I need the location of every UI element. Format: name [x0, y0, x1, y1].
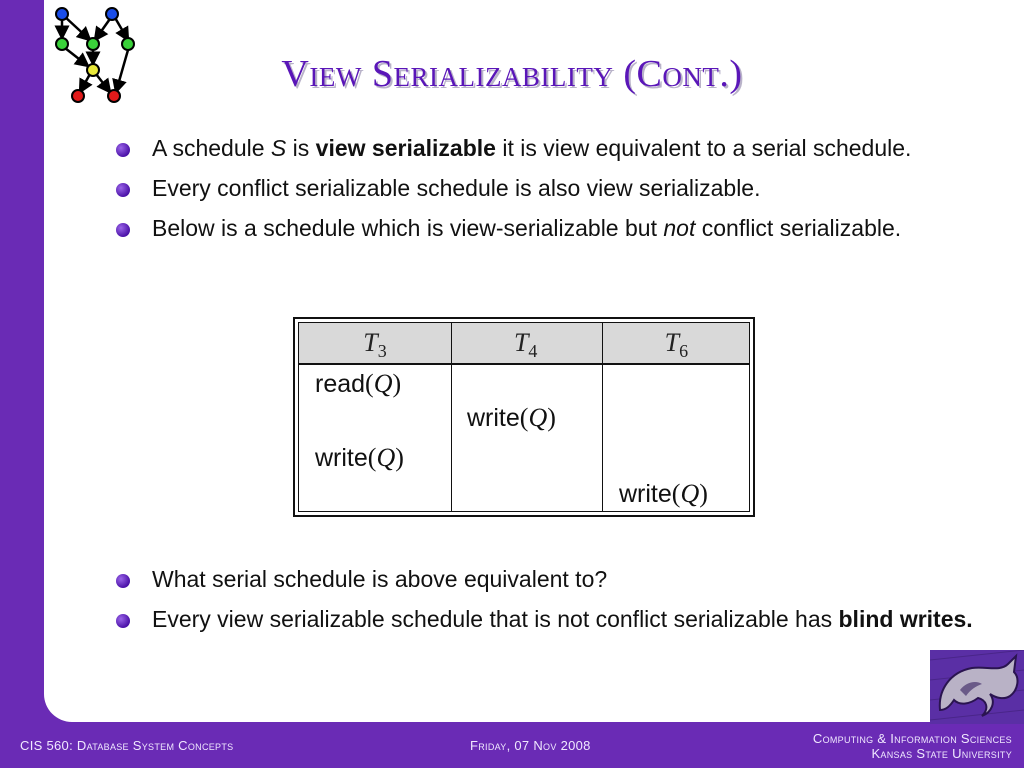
bullet-list-top [112, 132, 992, 252]
paren: ) [395, 443, 404, 472]
operation-name: read [315, 370, 366, 398]
bullet-item [112, 172, 992, 205]
operation-name: write [467, 404, 520, 432]
footer-department [813, 731, 1012, 761]
bullet-text: Every conflict serializable schedule is also view serializable. [152, 175, 761, 201]
schedule-operation [315, 443, 404, 473]
bullet-item [112, 212, 992, 245]
bullet-dot-icon [116, 574, 130, 588]
bullet-text: view serializable [315, 135, 496, 161]
bullet-list-bottom [112, 563, 992, 643]
schedule-table [293, 317, 755, 517]
footer-dept-line1: Computing & Information Sciences [812, 731, 1012, 746]
paren: ( [365, 369, 374, 398]
footer-date: Friday, 07 Nov 2008 [470, 738, 591, 753]
bullet-text: not [663, 215, 696, 241]
operation-name: write [619, 480, 672, 508]
paren: ( [671, 479, 681, 508]
header-name: T [363, 328, 378, 357]
bullet-text: A schedule [152, 135, 271, 161]
bullet-text: blind writes. [838, 606, 973, 632]
bullet-dot-icon [116, 143, 130, 157]
footer-course: CIS 560: Database System Concepts [20, 738, 234, 753]
bullet-dot-icon [116, 614, 130, 628]
operation-item: Q [376, 443, 396, 472]
column-header-t6 [601, 325, 751, 361]
bullet-dot-icon [116, 183, 130, 197]
header-name: T [513, 328, 529, 357]
powercat-logo-icon [930, 650, 1024, 724]
bullet-item [112, 563, 992, 596]
paren: ) [547, 403, 556, 432]
header-subscript: 4 [528, 341, 538, 361]
paren: ) [699, 479, 708, 508]
bullet-text: What serial schedule is above equivalent to? [152, 566, 608, 592]
bullet-text: it is view equivalent to a serial schedule. [495, 135, 912, 161]
schedule-operation [467, 403, 556, 433]
schedule-operation [619, 479, 708, 509]
operation-item: Q [373, 369, 393, 398]
schedule-table-inner [298, 322, 750, 512]
schedule-operation [315, 369, 401, 399]
bullet-text: S [270, 135, 287, 161]
paren: ) [392, 369, 402, 398]
paren: ( [519, 403, 529, 432]
bullet-text: is [286, 135, 316, 161]
slide-title: View Serializability (Cont.) [281, 53, 743, 95]
header-name: T [664, 328, 680, 357]
header-subscript: 3 [377, 341, 387, 361]
column-header-t3 [300, 325, 450, 361]
left-sidebar [0, 0, 44, 768]
bullet-item [112, 132, 992, 165]
header-subscript: 6 [679, 341, 689, 361]
footer-dept-line2: Kansas State University [871, 746, 1012, 761]
bullet-dot-icon [116, 223, 130, 237]
operation-name: write [315, 444, 368, 472]
paren: ( [367, 443, 377, 472]
bullet-text: Every view serializable schedule that is not conflict serializable has [152, 606, 839, 632]
bullet-text: conflict serializable. [695, 215, 902, 241]
bullet-item [112, 603, 992, 636]
column-header-t4 [451, 325, 601, 361]
operation-item: Q [680, 479, 700, 508]
operation-item: Q [528, 403, 548, 432]
bullet-text: Below is a schedule which is view-serializable but [152, 215, 664, 241]
